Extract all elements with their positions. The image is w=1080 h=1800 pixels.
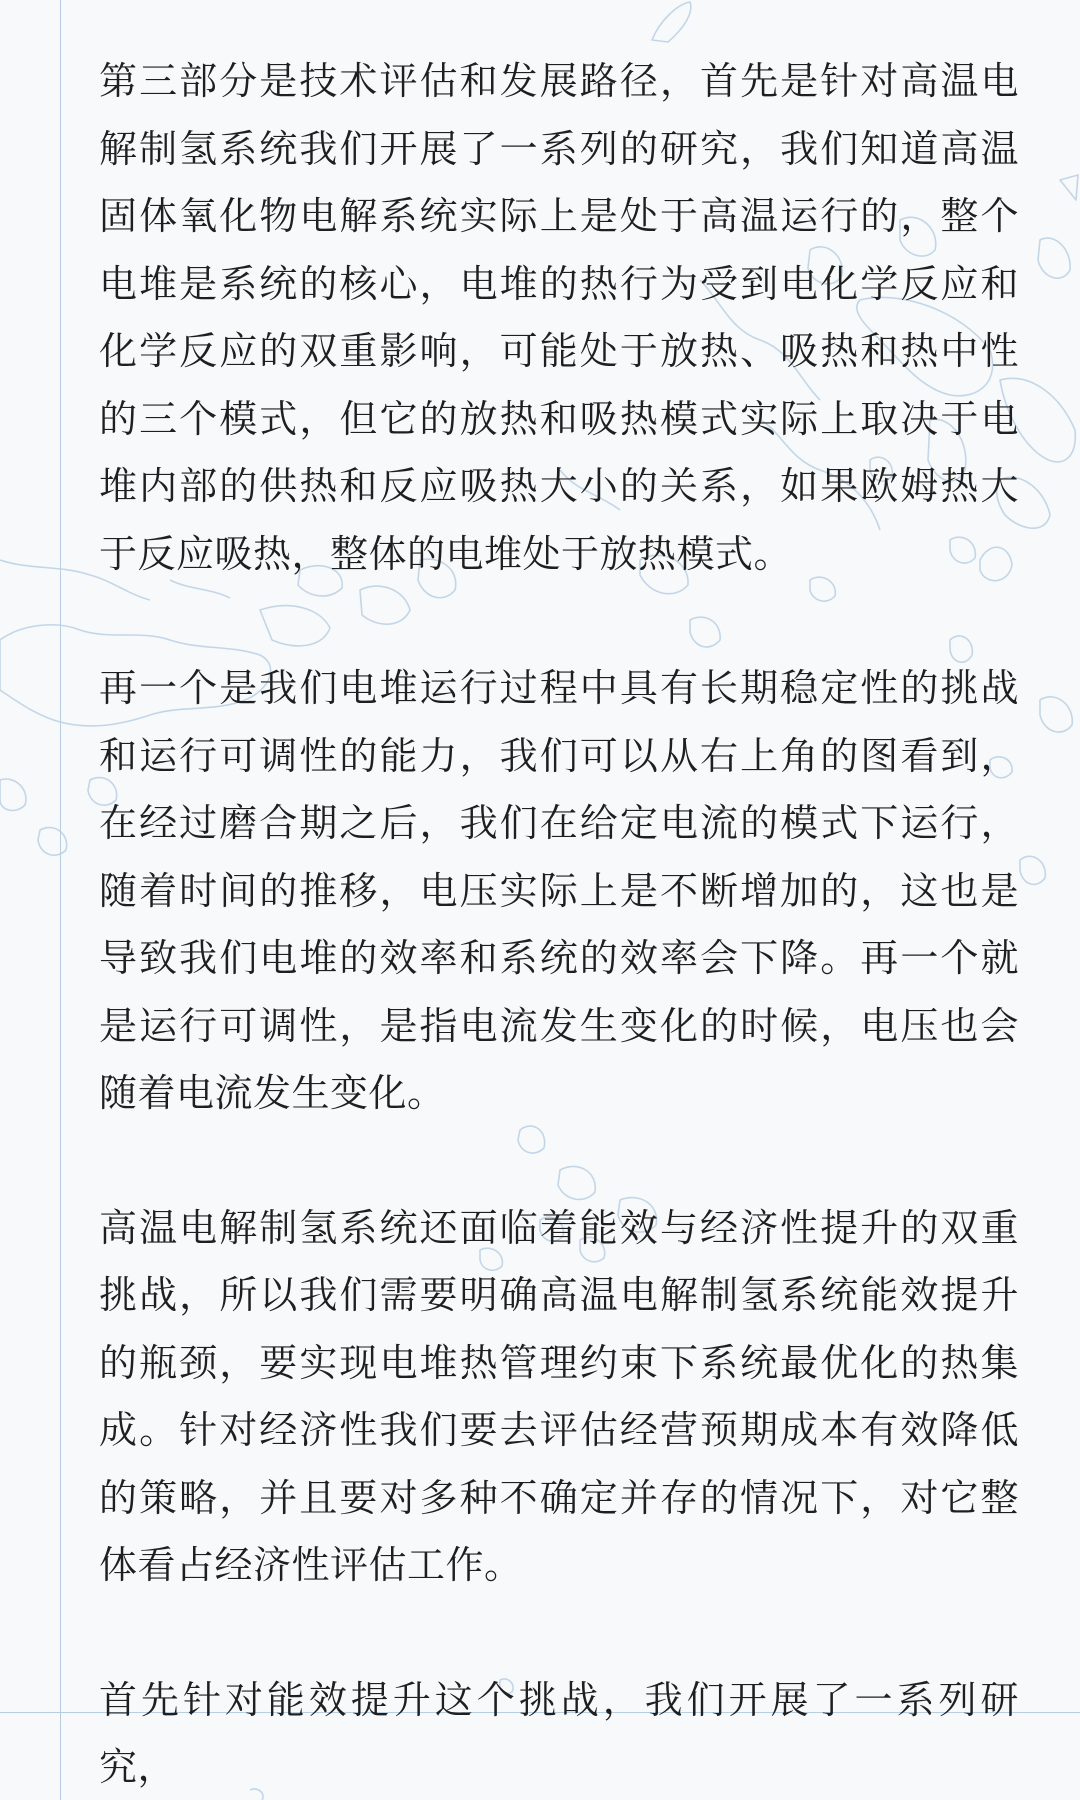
paragraph: 第三部分是技术评估和发展路径，首先是针对高温电解制氢系统我们开展了一系列的研究，我们知道高温固体氧化物电解系统实际上是处于高温运行的，整个电堆是系统的核心，电堆的热行为受到电化学反应和化学反应的双重影响，可能处于放热、吸热和热中性的三个模式，但它的放热和吸热模式实际上取决于电堆内部的供热和反应吸热大小的关系，如果欧姆热大于反应吸热，整体的电堆处于放热模式。 [99,59,1019,576]
left-margin-rule [60,0,61,1800]
paragraph: 再一个是我们电堆运行过程中具有长期稳定性的挑战和运行可调性的能力，我们可以从右上角的图看到，在经过磨合期之后，我们在给定电流的模式下运行，随着时间的推移，电压实际上是不断增加的，这也是导致我们电堆的效率和系统的效率会下降。再一个就是运行可调性，是指电流发生变化的时候，电压也会随着电流发生变化。 [99,666,1019,1115]
paragraph: 首先针对能效提升这个挑战，我们开展了一系列研究， [99,1677,1019,1789]
paragraph: 高温电解制氢系统还面临着能效与经济性提升的双重挑战，所以我们需要明确高温电解制氢系统能效提升的瓶颈，要实现电堆热管理约束下系统最优化的热集成。针对经济性我们要去评估经营预期成本有效降低的策略，并且要对多种不确定并存的情况下，对它整体看占经济性评估工作。 [99,1205,1019,1587]
article-body [99,48,1019,1800]
